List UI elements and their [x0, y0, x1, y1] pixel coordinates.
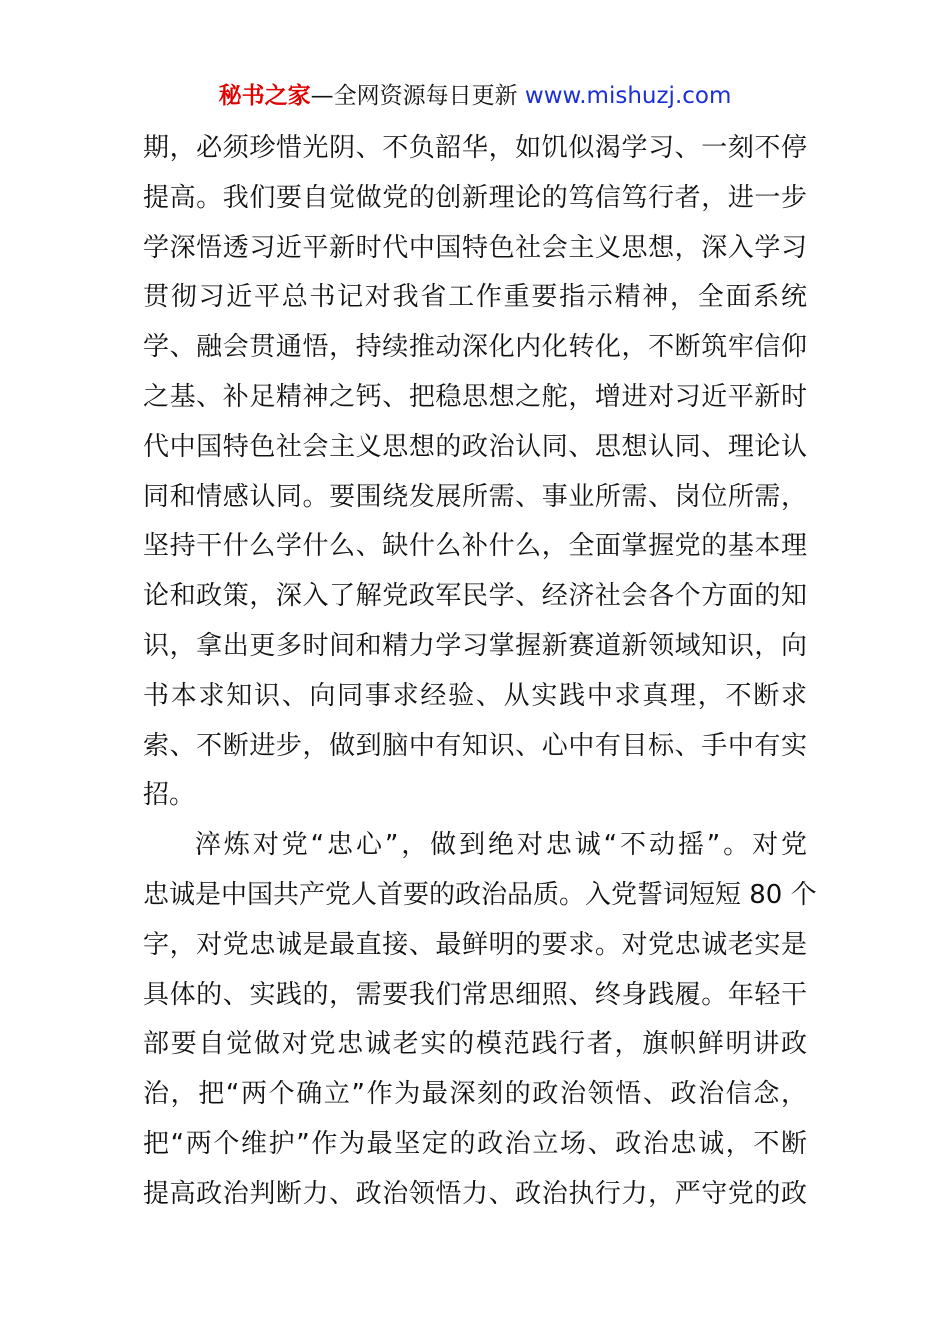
text-line: 具体的、实践的，需要我们常思细照、终身践履。年轻干 [143, 979, 807, 1010]
text-line: 治，把“两个确立”作为最深刻的政治领悟、政治信念， [143, 1079, 807, 1110]
text-line: 忠诚是中国共产党人首要的政治品质。入党誓词短短 80 个 [143, 879, 817, 910]
header-brand: 秘书之家 [218, 83, 311, 109]
text-line: 部要自觉做对党忠诚老实的模范践行者，旗帜鲜明讲政 [143, 1029, 807, 1060]
text-line: 书本求知识、向同事求经验、从实践中求真理，不断求 [143, 680, 807, 711]
text-line: 坚持干什么学什么、缺什么补什么，全面掌握党的基本理 [143, 531, 807, 562]
text-line: 期，必须珍惜光阴、不负韶华，如饥似渴学习、一刻不停 [143, 133, 807, 163]
paragraph-1 [143, 124, 807, 821]
page-header [0, 78, 950, 114]
text-line: 代中国特色社会主义思想的政治认同、思想认同、理论认 [143, 431, 807, 462]
text-line: 论和政策，深入了解党政军民学、经济社会各个方面的知 [143, 581, 807, 612]
text-line: 之基、补足精神之钙、把稳思想之舵，增进对习近平新时 [143, 381, 807, 412]
text-line: 淬炼对党“忠心”，做到绝对忠诚“不动摇”。对党 [195, 830, 807, 861]
text-line: 贯彻习近平总书记对我省工作重要指示精神，全面系统 [143, 282, 807, 313]
text-line: 学、融会贯通悟，持续推动深化内化转化，不断筑牢信仰 [143, 332, 807, 363]
text-line: 提高。我们要自觉做党的创新理论的笃信笃行者，进一步 [143, 182, 807, 213]
text-line: 字，对党忠诚是最直接、最鲜明的要求。对党忠诚老实是 [143, 929, 807, 960]
text-line: 提高政治判断力、政治领悟力、政治执行力，严守党的政 [143, 1178, 807, 1209]
text-line: 招。 [143, 780, 196, 811]
text-line: 学深悟透习近平新时代中国特色社会主义思想，深入学习 [143, 232, 807, 263]
header-site-link[interactable]: www.mishuzj.com [524, 83, 732, 109]
text-line: 把“两个维护”作为最坚定的政治立场、政治忠诚，不断 [143, 1128, 807, 1159]
text-line: 索、不断进步，做到脑中有知识、心中有目标、手中有实 [143, 730, 807, 761]
header-slogan: —全网资源每日更新 [310, 83, 525, 109]
document-body [143, 124, 817, 1220]
text-line: 同和情感认同。要围绕发展所需、事业所需、岗位所需， [143, 481, 807, 512]
paragraph-2 [143, 821, 817, 1219]
text-line: 识，拿出更多时间和精力学习掌握新赛道新领域知识，向 [143, 630, 807, 661]
